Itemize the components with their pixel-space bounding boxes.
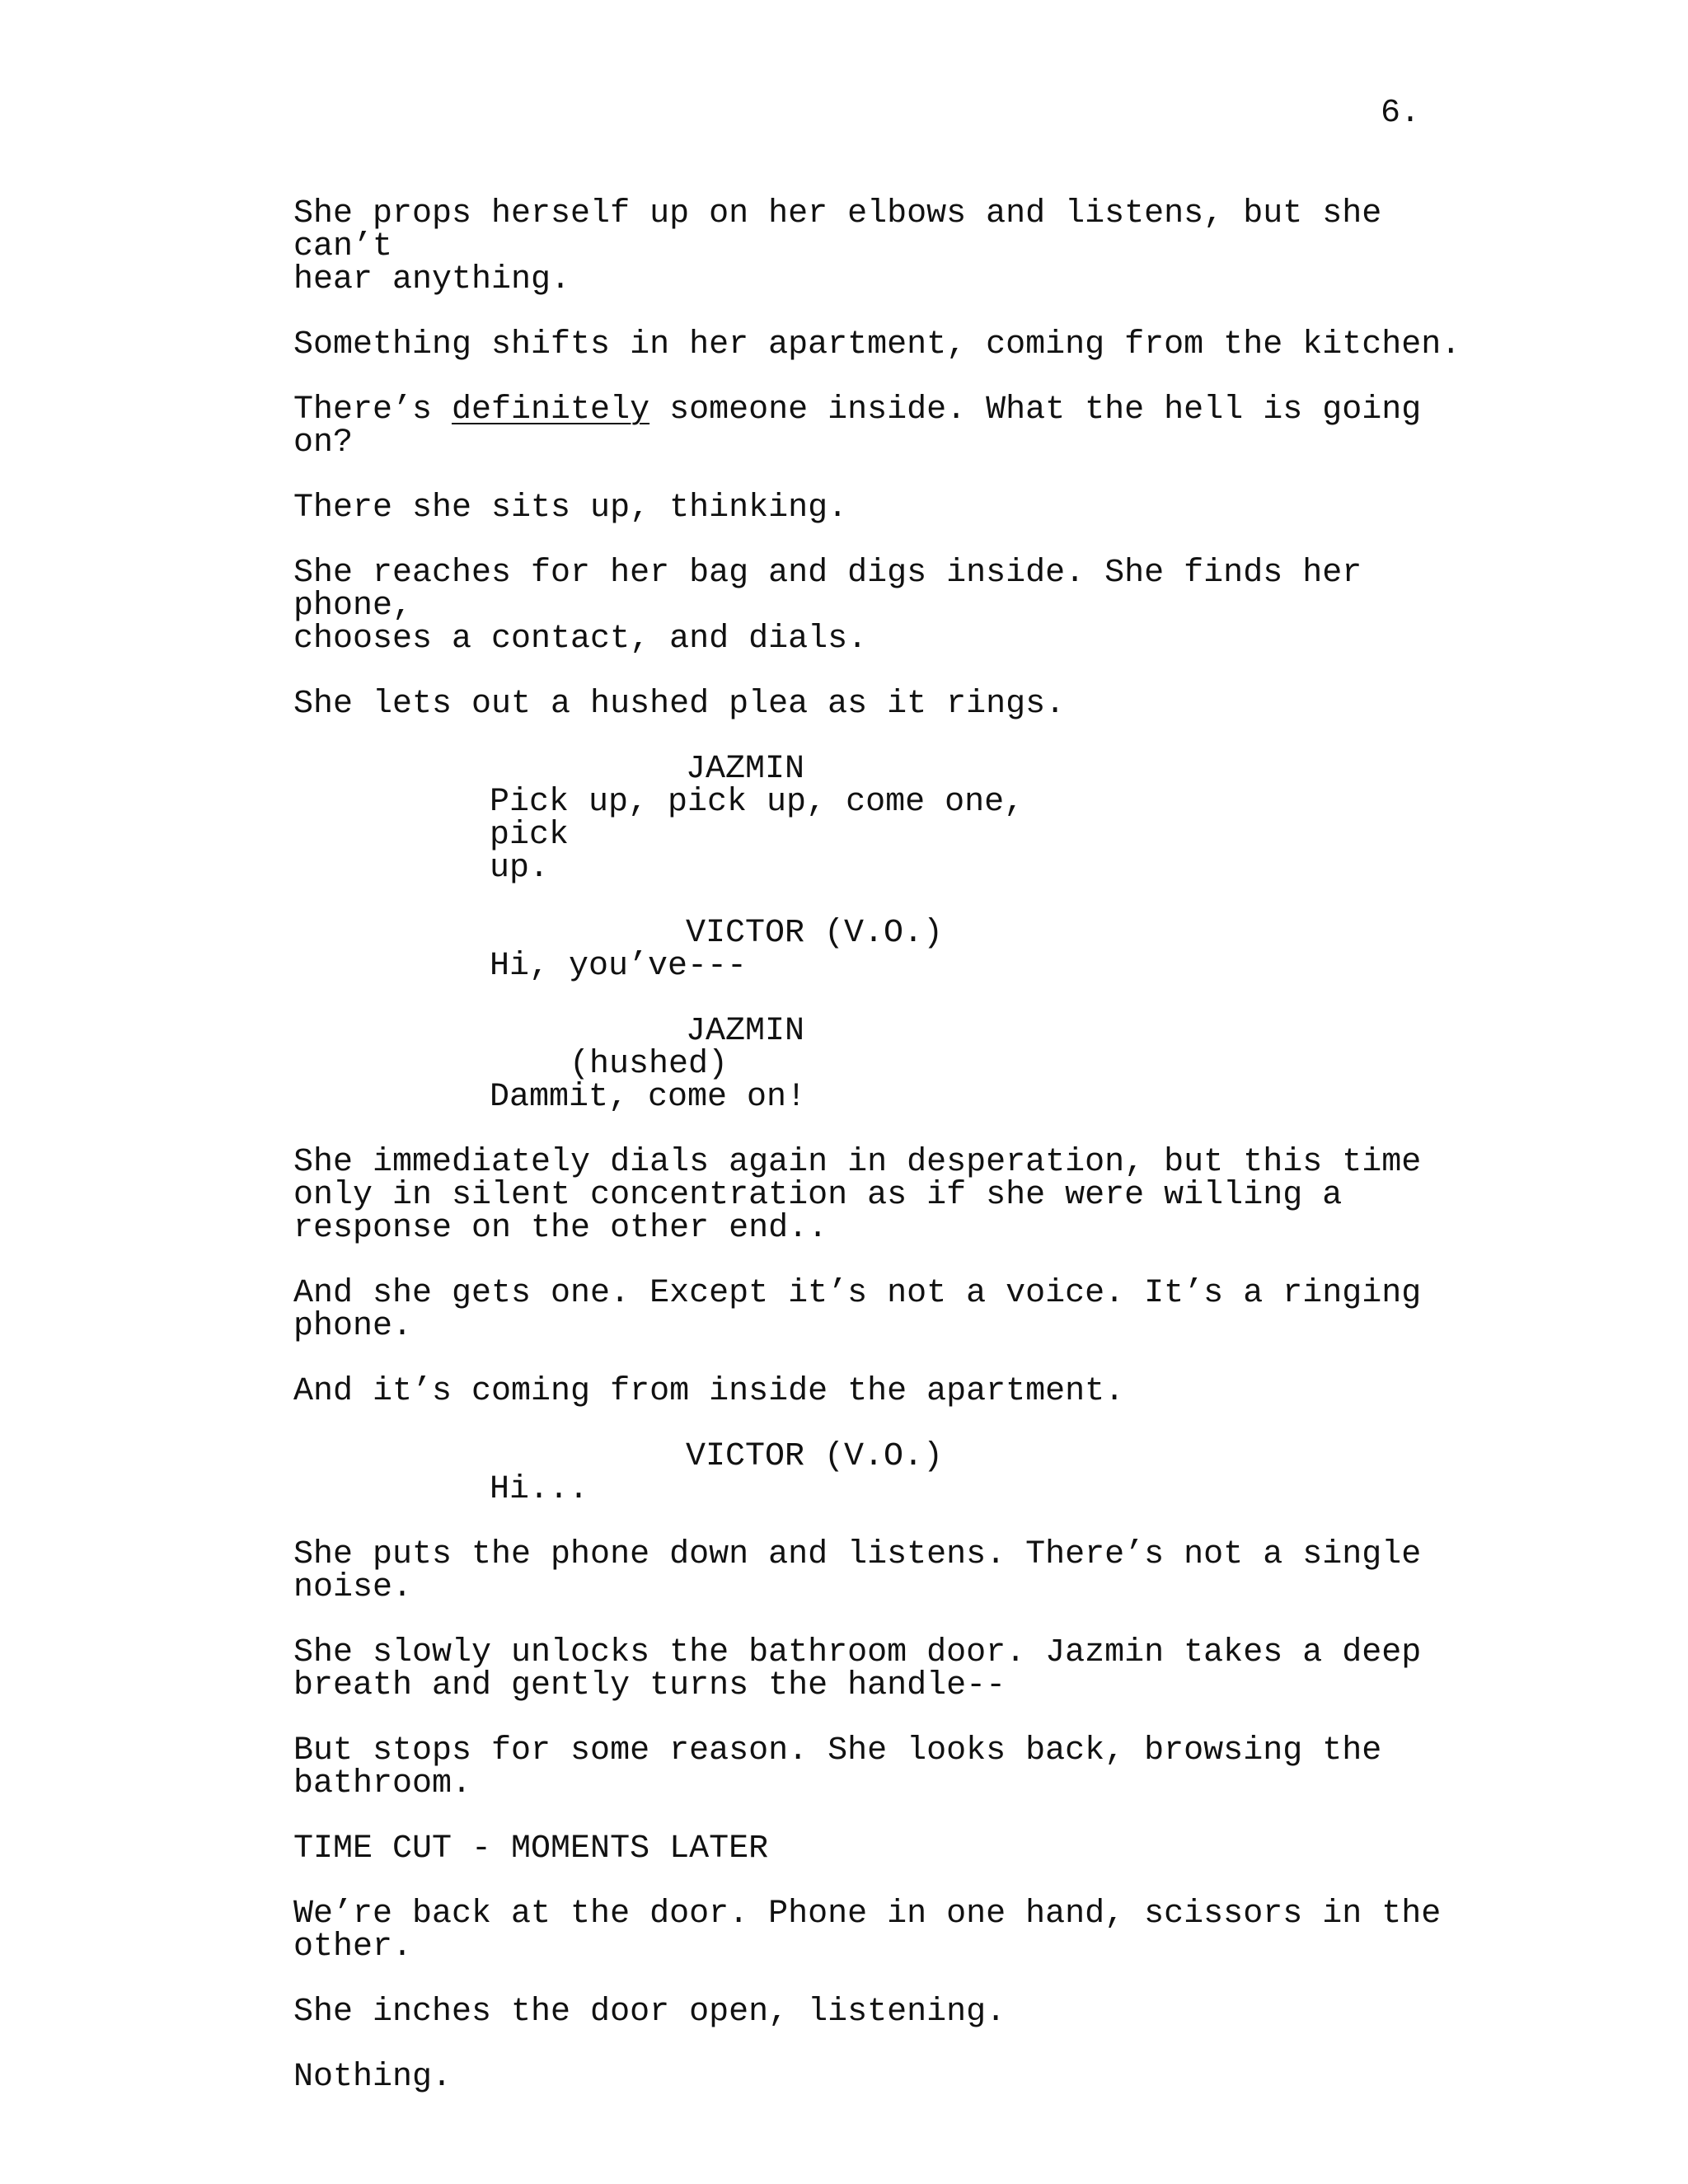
parenthetical: (hushed) [570, 1046, 729, 1083]
action-line: She inches the door open, listening. [293, 1994, 1006, 2031]
action-line: Nothing. [293, 2059, 452, 2096]
action-line: She immediately dials again in desperation, but this time only in silent concentration as if she were willing a response on the other end.. [293, 1144, 1422, 1247]
action-line: There she sits up, thinking. [293, 490, 848, 527]
transition-line: TIME CUT - MOMENTS LATER [293, 1830, 769, 1868]
action-line: We’re back at the door. Phone in one hand, scissors in the other. [293, 1896, 1442, 1966]
dialogue-block [293, 1015, 1464, 1114]
action-text: There’s [293, 391, 452, 429]
action-line [293, 391, 1464, 462]
character-name: JAZMIN [686, 1013, 805, 1050]
action-line: Something shifts in her apartment, coming from the kitchen. [293, 326, 1461, 363]
dialogue-block [293, 1438, 1464, 1508]
action-text: someone inside. What the hell is going on? [293, 391, 1442, 462]
dialogue-block [293, 753, 1464, 885]
dialogue-line: Dammit, come on! [490, 1079, 807, 1116]
dialogue-line: Pick up, pick up, come one, pick up. [490, 784, 1025, 887]
action-line: But stops for some reason. She looks back, browsing the bathroom. [293, 1732, 1382, 1802]
character-name: VICTOR (V.O.) [686, 915, 944, 952]
dialogue-block [293, 917, 1464, 983]
action-line: She reaches for her bag and digs inside. She finds her phone, chooses a contact, and dials. [293, 555, 1362, 658]
page-number: 6. [1381, 95, 1421, 132]
action-line: She props herself up on her elbows and listens, but she can’t hear anything. [293, 195, 1382, 298]
action-line: And she gets one. Except it’s not a voice. It’s a ringing phone. [293, 1275, 1422, 1345]
action-line: She slowly unlocks the bathroom door. Jazmin takes a deep breath and gently turns the handle-- [293, 1634, 1422, 1704]
dialogue-line: Hi... [490, 1471, 589, 1508]
character-name: JAZMIN [686, 751, 805, 788]
action-line: And it’s coming from inside the apartment. [293, 1373, 1125, 1410]
character-name: VICTOR (V.O.) [686, 1438, 944, 1475]
action-line: She lets out a hushed plea as it rings. [293, 686, 1066, 723]
script-body [293, 195, 1464, 2126]
dialogue-line: Hi, you’ve--- [490, 948, 748, 985]
action-line: She puts the phone down and listens. There’s not a single noise. [293, 1536, 1422, 1606]
underlined-word: definitely [452, 391, 650, 429]
